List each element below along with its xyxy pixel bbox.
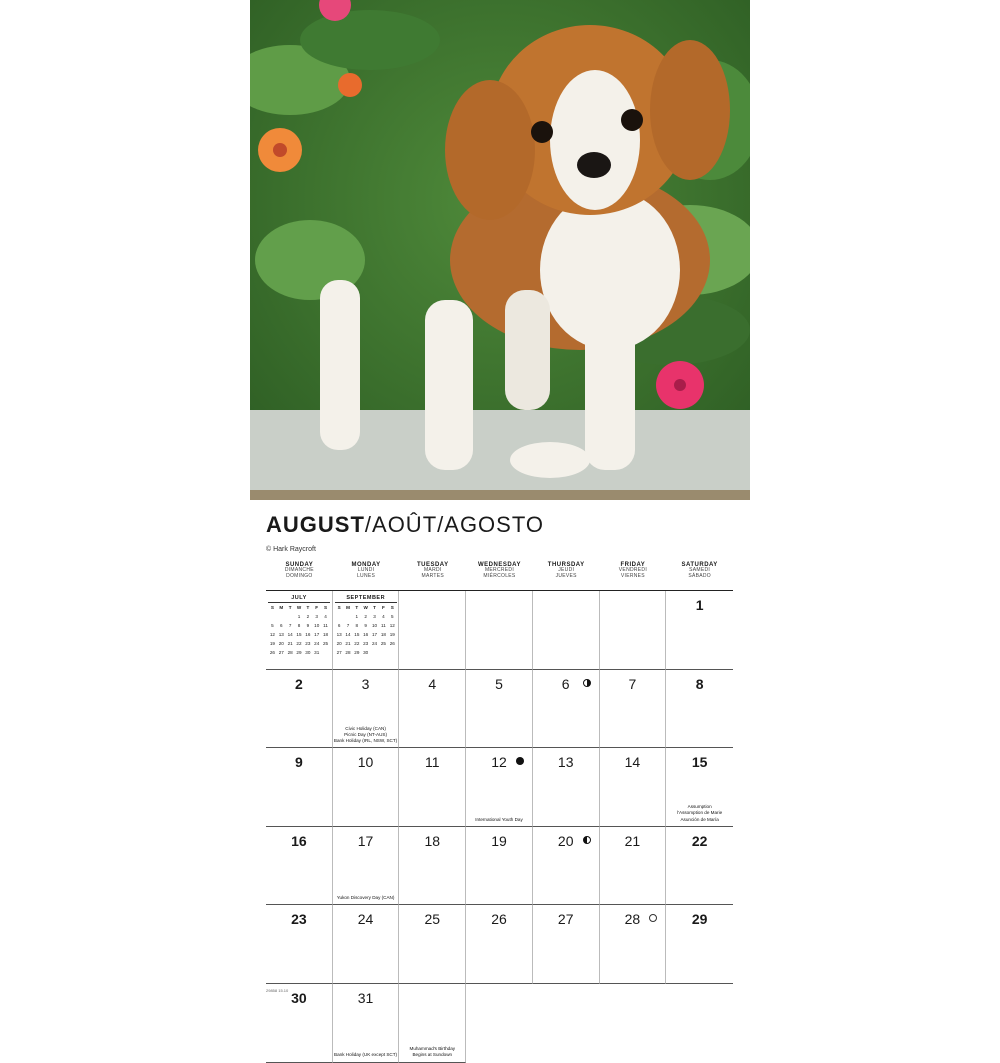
mini-day: 30 [305,650,311,655]
month-es: AGOSTO [444,512,544,537]
day-cell [399,748,466,827]
mini-weekday-initial: M [346,605,350,610]
mini-day: 16 [363,632,369,637]
day-cell [266,670,333,749]
day-cell [333,827,400,906]
day-number: 6 [561,675,570,692]
mini-day: 2 [364,614,367,619]
day-cell [533,748,600,827]
day-number: 9 [294,754,303,771]
mini-day: 18 [323,632,329,637]
mini-day: 21 [345,641,351,646]
mini-day: 22 [296,641,302,646]
day-number: 17 [357,832,374,849]
day-cell [333,748,400,827]
weekday-label-fr: SAMEDI [689,567,711,574]
mini-day: 15 [296,632,302,637]
mini-day: 11 [323,623,328,628]
holiday-note: Civic Holiday (CAN) Picnic Day (NT-AUS) Bank Holiday (IRL, NSW, SCT) [333,725,398,743]
mini-day: 23 [305,641,311,646]
mini-day: 17 [314,632,320,637]
weekday-label-en: SUNDAY [285,562,314,568]
day-cell [600,670,667,749]
day-cell [533,591,600,670]
day-number: 24 [357,911,374,928]
day-cell [399,984,466,1063]
weekday-label-fr: LUNDI [357,567,375,574]
weekday-monday [333,562,400,590]
day-number: 20 [557,832,574,849]
day-cell [666,591,733,670]
calendar-grid [266,562,733,1063]
day-cell [466,827,533,906]
holiday-note: Yukon Discovery Day (CAN) [336,895,395,901]
day-cell [466,670,533,749]
mini-day: 26 [389,641,395,646]
mini-weekday-initial: T [306,605,310,610]
day-cell [533,670,600,749]
day-number: 1 [695,597,704,613]
day-number: 25 [424,911,441,928]
day-cell [333,670,400,749]
mini-day: 25 [323,641,329,646]
mini-day: 18 [380,632,386,637]
mini-day: 3 [315,614,318,619]
day-number: 2 [294,675,303,692]
day-cell [333,905,400,984]
mini-calendar-september [335,595,397,655]
mini-day [277,614,286,619]
month-fr: AOÛT [372,512,438,537]
day-number: 15 [691,754,708,771]
mini-day: 25 [380,641,386,646]
mini-day: 16 [305,632,311,637]
mini-day: 5 [271,623,274,628]
day-cell [466,748,533,827]
mini-day: 2 [306,614,310,619]
mini-day: 8 [297,623,301,628]
mini-day: 1 [297,614,301,619]
mini-day: 29 [296,650,302,655]
last-quarter-moon-icon [583,836,591,844]
day-grid [266,590,733,1063]
weekday-label-en: TUESDAY [416,562,449,568]
weekday-label-es: MARTES [421,572,445,579]
day-cell [600,984,667,1063]
weekday-label-es: VIERNES [620,572,645,579]
day-cell [666,905,733,984]
mini-day: 9 [364,623,367,628]
mini-weekday-initial: W [363,605,368,610]
day-cell [466,984,533,1063]
day-number: 12 [491,754,507,771]
weekday-thursday [533,562,600,590]
weekday-saturday [666,562,733,590]
day-cell [466,905,533,984]
mini-day: 6 [279,623,283,628]
mini-day: 5 [390,614,394,619]
day-number: 5 [495,675,503,692]
mini-day: 7 [346,623,350,628]
mini-day: 22 [354,641,360,646]
day-cell [600,905,667,984]
mini-day: 7 [288,623,292,628]
day-cell [333,591,400,670]
day-cell [399,591,466,670]
mini-day: 13 [336,632,342,637]
day-number: 26 [491,911,507,928]
mini-weekday-initial: T [288,605,292,610]
weekday-label-en: THURSDAY [547,562,585,568]
mini-day: 10 [314,623,320,628]
weekday-label-fr: MERCREDI [484,567,515,574]
day-cell [266,827,333,906]
mini-weekday-initial: F [382,605,385,610]
mini-day: 14 [345,632,351,637]
weekday-label-es: JUEVES [555,572,577,579]
new-moon-icon [516,757,524,765]
weekday-label-es: MIÉRCOLES [483,572,516,579]
day-cell [266,984,333,1063]
holiday-note: Bank Holiday (UK except SCT) [334,1052,398,1058]
weekday-label-en: MONDAY [351,562,381,568]
day-number: 28 [624,911,641,928]
day-number: 3 [361,675,370,692]
mini-day: 3 [373,614,376,619]
weekday-label-es: LUNES [356,572,376,579]
mini-day: 28 [345,650,351,655]
mini-day: 20 [278,641,284,646]
mini-day: 31 [314,650,320,655]
weekday-tuesday [399,562,466,590]
puppy-photo [250,0,750,500]
mini-day: 12 [389,623,395,628]
weekday-label-en: SATURDAY [681,562,718,568]
mini-day: 11 [381,623,386,628]
mini-day: 13 [278,632,284,637]
mini-day: 4 [382,614,385,619]
holiday-note: Assumption l'Assomption de Marie Asunción de María [677,804,723,822]
mini-weekday-initial: M [279,605,284,610]
day-cell [399,670,466,749]
weekday-label-fr: JEUDI [558,567,575,574]
mini-day: 12 [269,632,275,637]
day-cell [399,827,466,906]
mini-day: 20 [336,641,342,646]
photo-credit: © Hark Raycroft [266,546,316,553]
month-en: AUGUST [266,512,365,537]
weekday-wednesday [466,562,533,590]
mini-day: 6 [337,623,341,628]
mini-day: 1 [355,614,359,619]
mini-weekday-initial: F [315,605,319,610]
mini-day: 17 [371,632,378,637]
day-cell [533,984,600,1063]
day-number: 27 [557,911,574,928]
mini-day: 23 [363,641,369,646]
day-cell [600,591,667,670]
mini-day: 19 [269,641,275,646]
day-cell [399,905,466,984]
day-number: 22 [691,832,708,849]
day-number: 14 [624,754,641,771]
mini-day: 27 [278,650,284,655]
mini-day: 24 [314,641,320,646]
mini-day: 9 [306,623,310,628]
mini-calendar-title: JULY [268,595,330,603]
weekday-label-fr: MARDI [423,567,442,574]
mini-calendar-title: SEPTEMBER [335,595,397,603]
mini-day: 26 [269,650,275,655]
mini-day: 4 [324,614,327,619]
mini-day [344,614,353,619]
mini-weekday-initial: S [390,605,394,610]
day-number: 23 [291,911,307,928]
day-cell [266,748,333,827]
day-cell [600,827,667,906]
weekday-label-fr: VENDREDI [618,567,648,574]
day-cell [266,591,333,670]
holiday-note: International Youth Day [475,816,523,822]
day-number: 16 [291,832,307,849]
mini-weekday-initial: W [296,605,302,610]
day-cell [666,827,733,906]
day-cell [266,905,333,984]
day-cell [533,905,600,984]
mini-day: 29 [354,650,360,655]
weekday-label-es: DOMINGO [286,572,313,579]
mini-weekday-initial: S [324,605,328,610]
day-cell [333,984,400,1063]
day-number: 10 [357,754,374,771]
mini-day: 21 [287,641,293,646]
weekday-sunday [266,562,333,590]
weekday-label-es: SÁBADO [688,572,711,579]
mini-day: 30 [363,650,369,655]
day-cell [666,984,733,1063]
mini-day: 19 [389,632,395,637]
day-number: 31 [357,989,374,1006]
day-number: 4 [428,675,437,692]
mini-calendar-july [268,595,330,655]
title-sep: / [364,512,373,537]
title-sep: / [437,512,445,537]
product-code: 29858 15.10 [266,988,289,993]
mini-day [335,614,344,619]
weekday-label-fr: DIMANCHE [284,567,314,574]
mini-calendar-days [335,605,397,655]
mini-weekday-initial: S [337,605,341,610]
mini-day: 8 [355,623,359,628]
mini-day [268,614,277,619]
day-number: 18 [424,832,441,849]
day-number: 21 [624,832,641,849]
weekday-friday [600,562,667,590]
holiday-note: Muhammad's Birthday Begins at Sundown [409,1046,456,1058]
weekday-header [266,562,733,590]
day-number: 7 [628,675,637,692]
day-cell [600,748,667,827]
mini-day: 28 [287,650,293,655]
day-number: 13 [557,754,574,771]
mini-day: 10 [371,623,378,628]
day-cell [666,748,733,827]
mini-day [286,614,295,619]
day-number: 30 [291,989,307,1006]
day-number: 8 [695,675,704,692]
day-number: 29 [691,911,708,928]
day-number: 19 [491,832,507,849]
mini-weekday-initial: T [355,605,359,610]
month-title [266,512,544,538]
mini-day: 24 [371,641,378,646]
mini-day: 14 [287,632,293,637]
day-number: 11 [425,754,440,771]
day-cell [466,591,533,670]
mini-day: 27 [336,650,342,655]
day-cell [666,670,733,749]
mini-day: 15 [354,632,360,637]
weekday-label-en: WEDNESDAY [478,562,521,568]
day-cell [533,827,600,906]
mini-weekday-initial: T [373,605,376,610]
mini-weekday-initial: S [270,605,274,610]
weekday-label-en: FRIDAY [620,562,646,568]
mini-calendar-days [268,605,330,655]
first-quarter-moon-icon [583,679,591,687]
